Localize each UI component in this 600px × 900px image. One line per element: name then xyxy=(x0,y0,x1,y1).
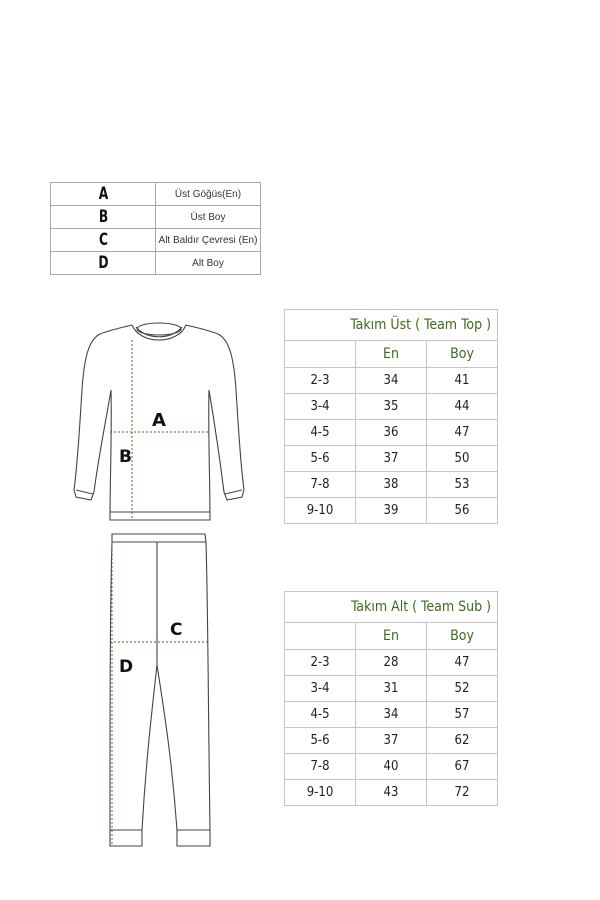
header-blank xyxy=(285,341,356,368)
size-cell: 4-5 xyxy=(285,702,356,728)
label-d: D xyxy=(119,657,134,677)
pants-guides xyxy=(110,542,208,846)
legend-row xyxy=(51,229,261,252)
boy-cell: 67 xyxy=(427,754,498,780)
header-boy: Boy xyxy=(427,623,498,650)
legend-label: Üst Boy xyxy=(156,206,261,229)
table-row xyxy=(285,650,498,676)
legend-label: Üst Göğüs(En) xyxy=(156,183,261,206)
boy-cell: 53 xyxy=(427,472,498,498)
table-title: Takım Üst ( Team Top ) xyxy=(285,310,498,341)
legend-row xyxy=(51,252,261,275)
legend-key: A xyxy=(61,183,145,206)
header-en: En xyxy=(356,623,427,650)
size-cell: 5-6 xyxy=(285,446,356,472)
table-row xyxy=(285,394,498,420)
table-row xyxy=(285,498,498,524)
size-cell: 5-6 xyxy=(285,728,356,754)
en-cell: 35 xyxy=(356,394,427,420)
table-row xyxy=(285,676,498,702)
table-row xyxy=(285,446,498,472)
table-row xyxy=(285,780,498,806)
legend-key: D xyxy=(61,252,145,275)
header-en: En xyxy=(356,341,427,368)
table-row xyxy=(285,728,498,754)
table-row xyxy=(285,702,498,728)
size-cell: 2-3 xyxy=(285,650,356,676)
size-cell: 9-10 xyxy=(285,498,356,524)
size-cell: 4-5 xyxy=(285,420,356,446)
team-sub-size-table xyxy=(284,591,498,806)
measurement-legend xyxy=(50,182,261,275)
size-cell: 2-3 xyxy=(285,368,356,394)
boy-cell: 41 xyxy=(427,368,498,394)
en-cell: 43 xyxy=(356,780,427,806)
en-cell: 40 xyxy=(356,754,427,780)
size-cell: 9-10 xyxy=(285,780,356,806)
legend-label: Alt Baldır Çevresi (En) xyxy=(156,229,261,252)
table-title: Takım Alt ( Team Sub ) xyxy=(285,592,498,623)
size-cell: 7-8 xyxy=(285,472,356,498)
label-c: C xyxy=(170,620,183,640)
table-row xyxy=(285,472,498,498)
boy-cell: 50 xyxy=(427,446,498,472)
header-boy: Boy xyxy=(427,341,498,368)
en-cell: 28 xyxy=(356,650,427,676)
legend-key: C xyxy=(61,229,145,252)
en-cell: 39 xyxy=(356,498,427,524)
boy-cell: 62 xyxy=(427,728,498,754)
label-b: B xyxy=(119,447,132,467)
boy-cell: 72 xyxy=(427,780,498,806)
team-top-size-table xyxy=(284,309,498,524)
size-cell: 3-4 xyxy=(285,676,356,702)
size-cell: 3-4 xyxy=(285,394,356,420)
boy-cell: 56 xyxy=(427,498,498,524)
legend-key: B xyxy=(61,206,145,229)
table-row xyxy=(285,754,498,780)
en-cell: 36 xyxy=(356,420,427,446)
legend-label: Alt Boy xyxy=(156,252,261,275)
header-blank xyxy=(285,623,356,650)
pants-outline xyxy=(110,534,210,846)
boy-cell: 57 xyxy=(427,702,498,728)
en-cell: 34 xyxy=(356,702,427,728)
label-a: A xyxy=(152,410,166,431)
table-row xyxy=(285,368,498,394)
en-cell: 37 xyxy=(356,728,427,754)
legend-row xyxy=(51,183,261,206)
en-cell: 38 xyxy=(356,472,427,498)
legend-row xyxy=(51,206,261,229)
boy-cell: 52 xyxy=(427,676,498,702)
boy-cell: 47 xyxy=(427,650,498,676)
garment-diagram xyxy=(60,310,260,855)
en-cell: 37 xyxy=(356,446,427,472)
size-cell: 7-8 xyxy=(285,754,356,780)
boy-cell: 47 xyxy=(427,420,498,446)
boy-cell: 44 xyxy=(427,394,498,420)
en-cell: 31 xyxy=(356,676,427,702)
table-row xyxy=(285,420,498,446)
en-cell: 34 xyxy=(356,368,427,394)
